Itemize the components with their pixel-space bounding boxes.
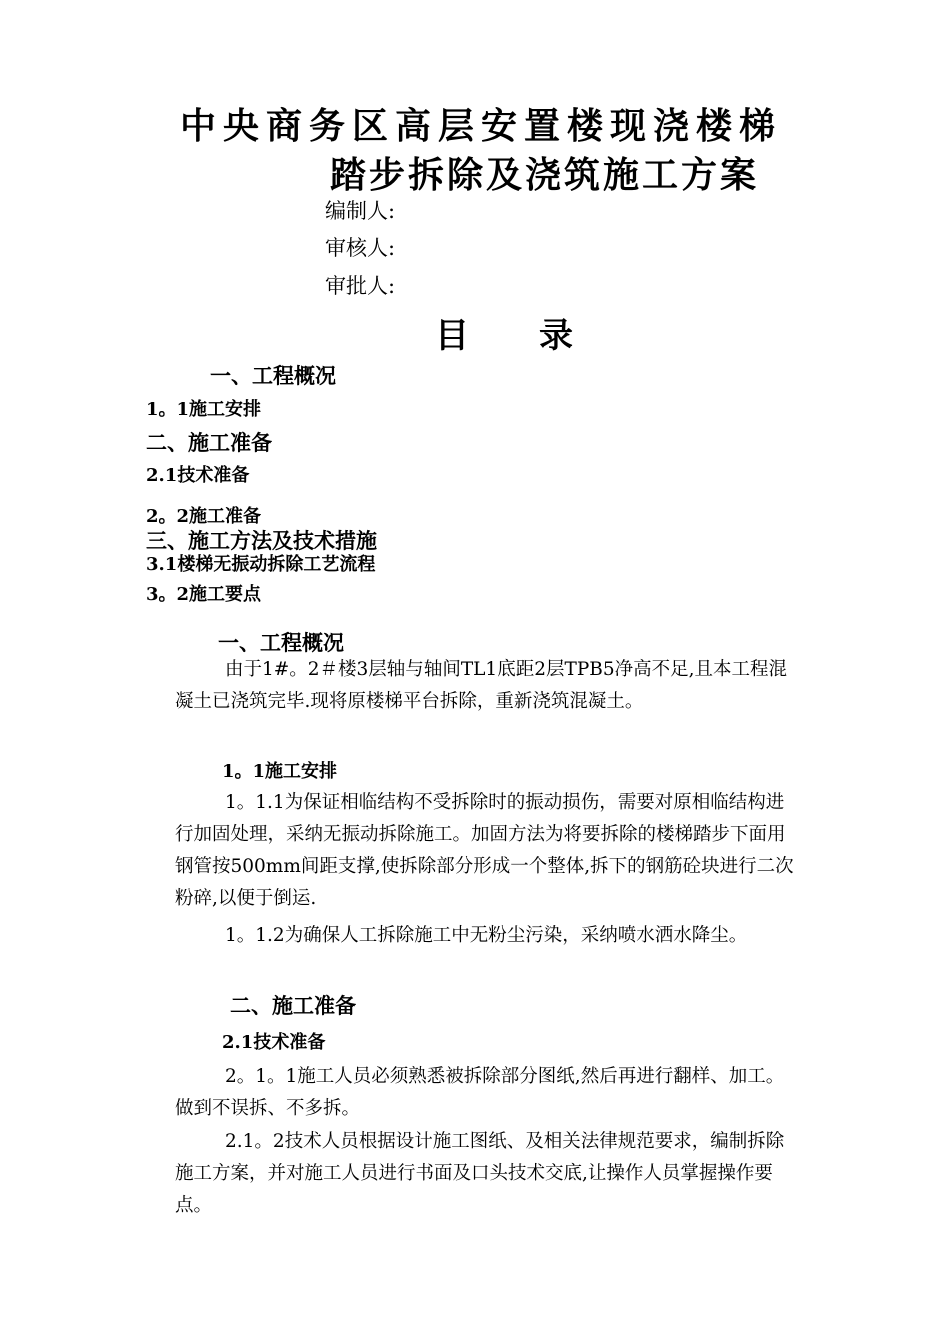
- subsection-heading: 2.1技术准备: [222, 1032, 326, 1053]
- subsection-heading: 1。1施工安排: [222, 761, 338, 782]
- document-title-line1: 中央商务区高层安置楼现浇楼梯: [180, 105, 783, 147]
- toc-item: 一、工程概况: [210, 363, 336, 388]
- approver-label: 审批人:: [325, 274, 396, 298]
- paragraph: 2。1。1施工人员必须熟悉被拆除部分图纸,然后再进行翻样、加工。做到不误拆、不多拆。: [175, 1066, 785, 1119]
- paragraph: 1。1.2为确保人工拆除施工中无粉尘污染，采纳喷水洒水降尘。: [225, 925, 748, 946]
- toc-item: 1。1施工安排: [146, 399, 262, 420]
- section-heading: 二、施工准备: [230, 993, 356, 1018]
- compiler-label: 编制人:: [325, 199, 396, 223]
- paragraph: 2.1。2技术人员根据设计施工图纸、及相关法律规范要求，编制拆除施工方案，并对施工人员进行书面及口头技术交底,让操作人员掌握操作要点。: [175, 1131, 785, 1216]
- toc-item: 2。2施工准备: [146, 506, 262, 527]
- toc-item: 2.1技术准备: [146, 465, 250, 486]
- paragraph: 1。1.1为保证相临结构不受拆除时的振动损伤，需要对原相临结构进行加固处理，采纳无振动拆除施工。加固方法为将要拆除的楼梯踏步下面用钢管按500mm间距支撑,使拆除部分形成一个整体,拆下的钢筋砼块进行二次粉碎,以便于倒运.: [175, 792, 794, 909]
- toc-item: 3.1楼梯无振动拆除工艺流程: [146, 554, 376, 575]
- paragraph: 由于1#。2＃楼3层轴与轴间TL1底距2层TPB5净高不足,且本工程混凝土已浇筑完毕.现将原楼梯平台拆除，重新浇筑混凝土。: [175, 659, 788, 712]
- section-heading: 一、工程概况: [218, 630, 344, 655]
- toc-title: 目录: [435, 316, 643, 356]
- reviewer-label: 审核人:: [325, 236, 396, 260]
- toc-item: 三、施工方法及技术措施: [146, 528, 377, 553]
- toc-item: 3。2施工要点: [146, 584, 262, 605]
- document-title-line2: 踏步拆除及浇筑施工方案: [330, 154, 760, 196]
- toc-item: 二、施工准备: [146, 430, 272, 455]
